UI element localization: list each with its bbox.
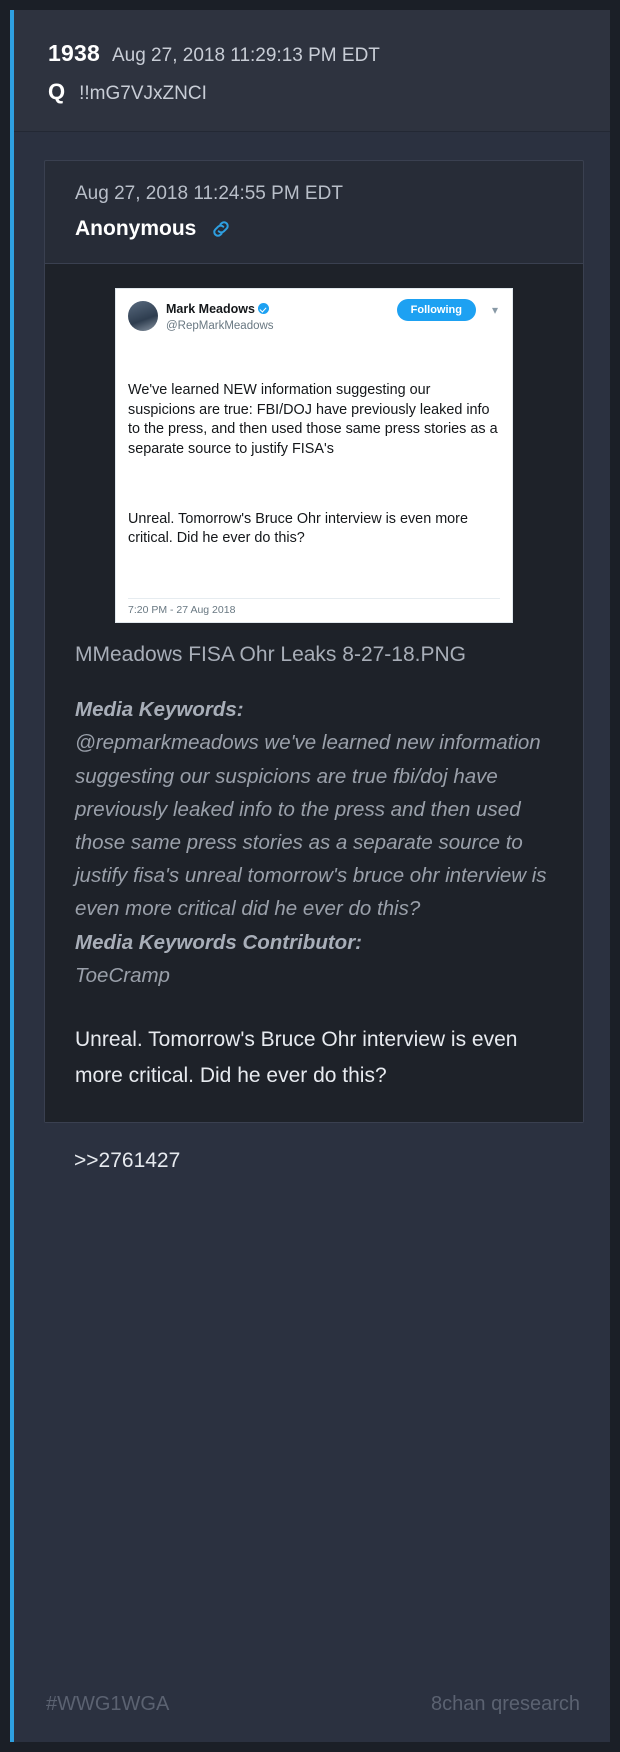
reply-reference-link[interactable]: >>2761427: [74, 1149, 181, 1173]
post-tripcode: !!mG7VJxZNCI: [79, 83, 207, 104]
media-keywords-block: [75, 693, 553, 992]
avatar: [128, 301, 158, 331]
post-date: Aug 27, 2018 11:29:13 PM EDT: [111, 45, 380, 66]
media-keywords-label: Media Keywords:: [75, 698, 244, 722]
tweet-name-block: [166, 299, 389, 333]
tweet-text: [128, 342, 500, 591]
quoted-post-author: Anonymous: [75, 217, 197, 240]
footer-board: 8chan qresearch: [431, 1693, 580, 1715]
post-footer: [14, 1665, 610, 1742]
embedded-tweet-image: [115, 288, 513, 623]
post-card: [10, 10, 610, 1742]
post-number: 1938: [48, 40, 100, 66]
post-author: Q: [48, 79, 66, 104]
tweet-handle: @RepMarkMeadows: [166, 320, 274, 332]
footer-hashtag: #WWG1WGA: [46, 1693, 170, 1715]
chevron-down-icon[interactable]: ▾: [491, 303, 498, 317]
tweet-paragraph-1: We've learned NEW information suggesting our suspicions are true: FBI/DOJ have previously leaked info to the press, and then used those same press stories as a separate source to justify FISA's: [128, 382, 502, 457]
media-keywords-contributor-label: Media Keywords Contributor:: [75, 930, 363, 954]
tweet-header: [128, 299, 500, 333]
tweet-display-name: Mark Meadows: [166, 302, 255, 316]
post-header: [14, 10, 610, 132]
verified-badge-icon: [258, 303, 269, 314]
quoted-post-content: [45, 264, 583, 1122]
tweet-timestamp: 7:20 PM - 27 Aug 2018: [128, 598, 500, 616]
quoted-post-header: [45, 161, 583, 264]
media-keywords-contributor: ToeCramp: [75, 963, 170, 987]
tweet-paragraph-2: Unreal. Tomorrow's Bruce Ohr interview is even more critical. Did he ever do this?: [128, 510, 472, 547]
quoted-post-text: Unreal. Tomorrow's Bruce Ohr interview is even more critical. Did he ever do this?: [75, 1028, 518, 1088]
quoted-post-date: Aug 27, 2018 11:24:55 PM EDT: [75, 183, 343, 204]
post-body: [14, 132, 610, 1665]
media-keywords-text: @repmarkmeadows we've learned new information suggesting our suspicions are true fbi/doj have previously leaked info to the press and then used those same press stories as a separate source to justify fisa's unreal tomorrow's bruce ohr interview is even more critical did he ever do this?: [75, 731, 547, 921]
quoted-post-author-row: [75, 217, 557, 241]
following-button[interactable]: Following: [397, 299, 476, 321]
attachment-filename: MMeadows FISA Ohr Leaks 8-27-18.PNG: [75, 642, 466, 666]
post-header-line-1: [48, 40, 582, 67]
post-header-line-2: [48, 79, 582, 105]
link-icon[interactable]: [210, 218, 232, 240]
quoted-post: [44, 160, 584, 1123]
